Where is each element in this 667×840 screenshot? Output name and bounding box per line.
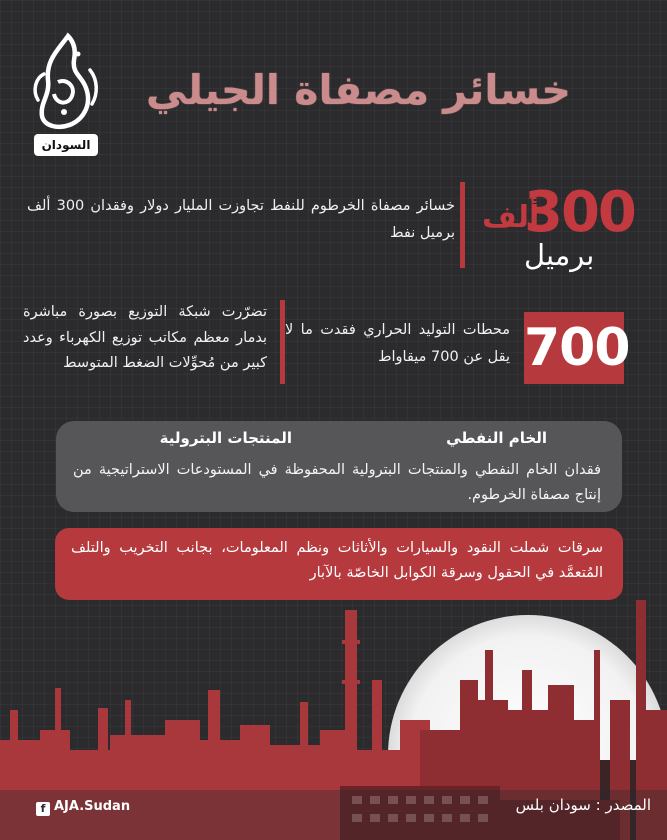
stat-barrels-description: خسائر مصفاة الخرطوم للنفط تجاوزت المليار دولار وفقدان 300 ألف برميل نفط: [27, 198, 455, 241]
stat-barrels-number: 300: [524, 180, 635, 245]
stat-barrels-unit: برميل: [524, 238, 595, 272]
logo-sub-label: السودان: [34, 134, 98, 156]
thefts-description: سرقات شملت النقود والسيارات والأثاثات ونظم المعلومات، بجانب التخريب والتلف المُتعمَّد في الحقول وسرقة الكوابل الخاصّة بالآبار: [71, 540, 603, 581]
stat-barrels: [468, 182, 648, 282]
distribution-description: تضرّرت شبكة التوزيع بصورة مباشرة بدمار معظم مكاتب توزيع الكهرباء وعدد كبير من مُحوِّلات الضغط المتوسط: [23, 304, 267, 371]
stat-megawatts-number: 700: [524, 312, 624, 384]
footer-source: المصدر : سودان بلس: [515, 796, 651, 814]
page-title: خسائر مصفاة الجيلي: [146, 66, 571, 114]
heading-crude-oil: الخام النفطي: [446, 429, 547, 447]
row-divider: [280, 300, 285, 384]
products-description: فقدان الخام النفطي والمنتجات البترولية المحفوظة في المستودعات الاستراتيجية من إنتاج مصفاة الخرطوم.: [73, 462, 601, 503]
stat-megawatts-description: محطات التوليد الحراري فقدت ما لا يقل عن 700 ميقاواط: [285, 322, 510, 365]
footer-social[interactable]: [36, 799, 130, 816]
facebook-icon: f: [36, 802, 50, 816]
al-jazeera-logo: [28, 30, 106, 160]
al-jazeera-calligraphy-logo: [28, 30, 106, 134]
stat-barrels-thousand: ألف: [482, 200, 540, 235]
stat-divider: [460, 182, 465, 268]
social-handle: AJA.Sudan: [54, 799, 131, 814]
heading-petroleum-products: المنتجات البترولية: [159, 429, 292, 447]
